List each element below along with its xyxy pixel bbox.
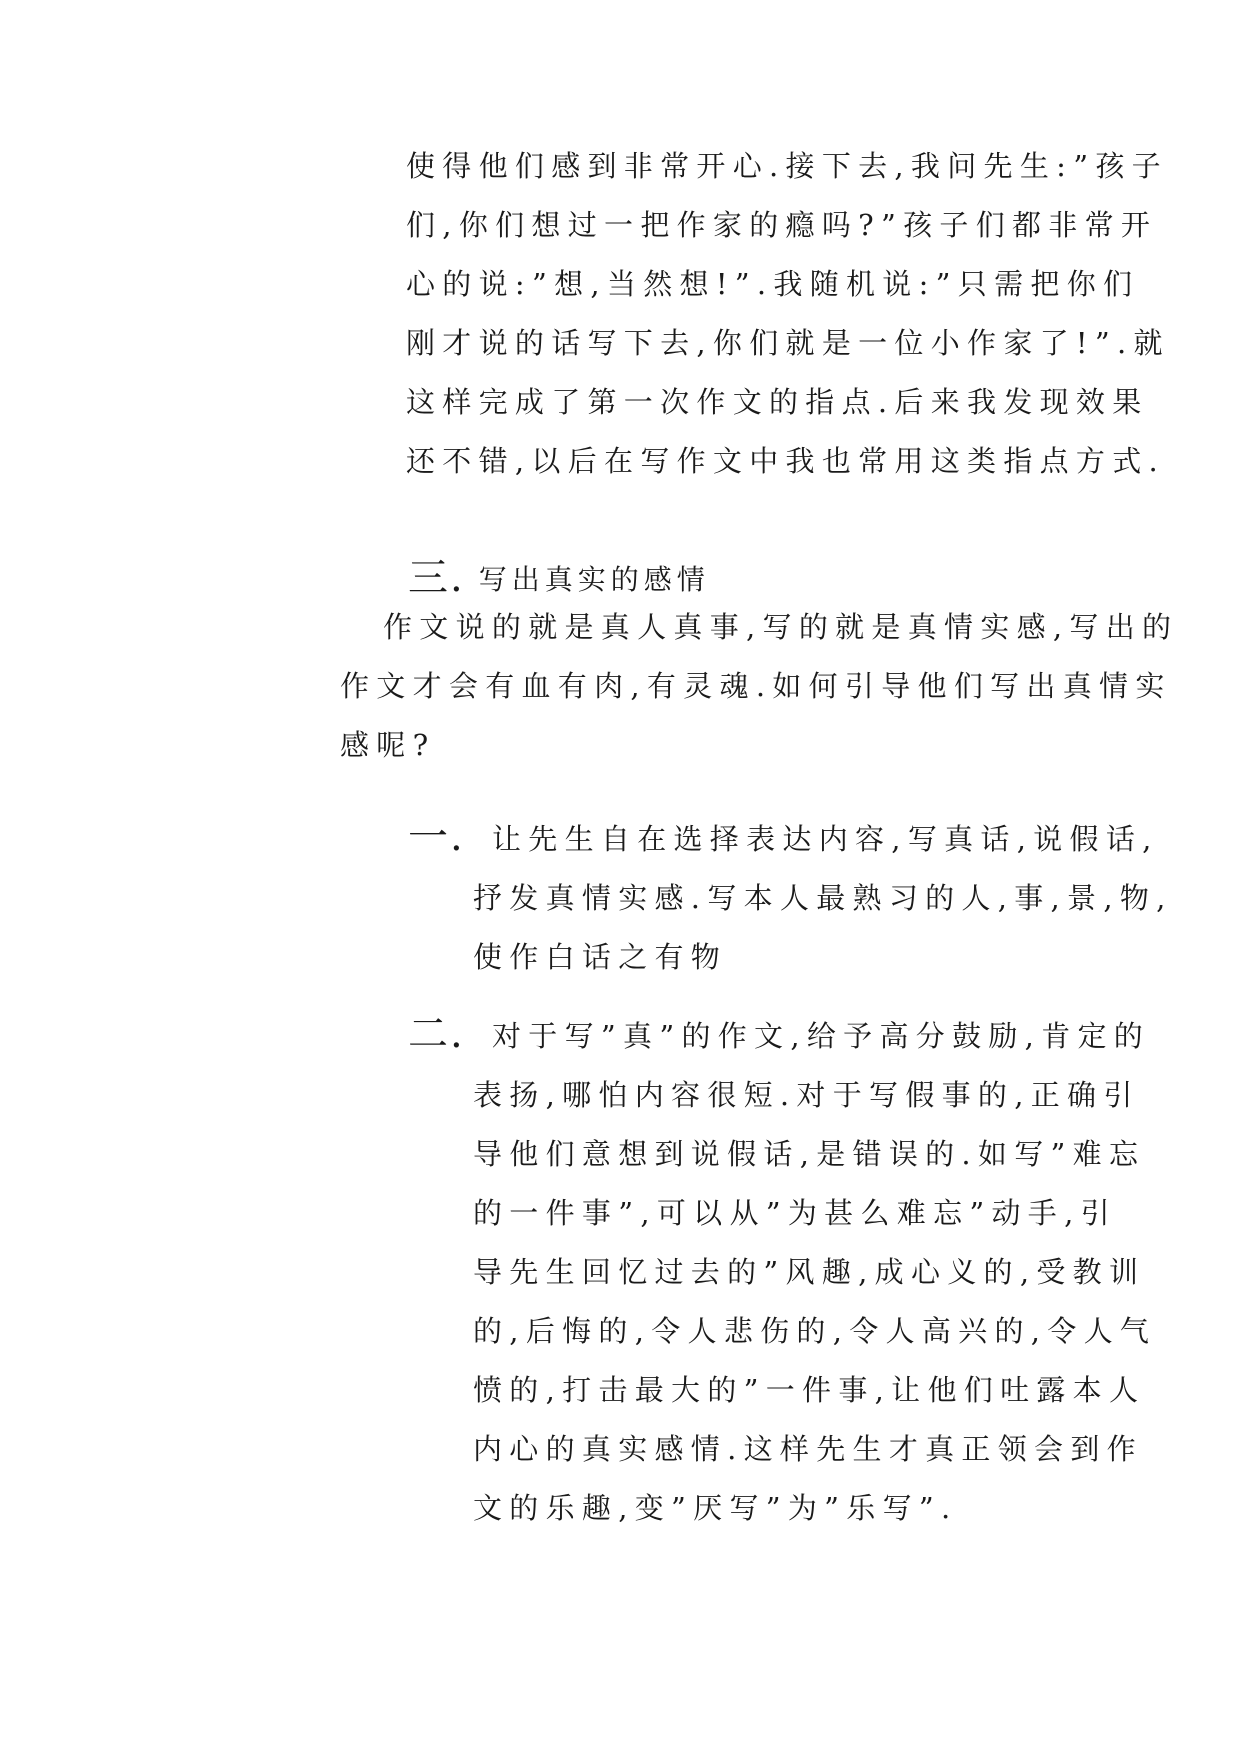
list-item-number: 一. [408,814,465,860]
section-title: 写出真实的感情 [478,563,710,596]
text-line: 表扬,哪怕内容很短.对于写假事的,正确引 [473,1078,1140,1112]
text-line: 刚才说的话写下去,你们就是一位小作家了!”.就 [406,326,1170,360]
text-line: 心的说:”想,当然想!”.我随机说:”只需把你们 [406,267,1140,301]
text-line: 作文才会有血有肉,有灵魂.如何引导他们写出真情实 [340,669,1172,703]
text-line: 导先生回忆过去的”风趣,成心义的,受教训 [473,1255,1146,1289]
section-number: 三. [408,555,465,601]
text-line: 感呢? [340,728,436,762]
text-line: 作文说的就是真人真事,写的就是真情实感,写出的 [383,610,1179,644]
text-line: 导他们意想到说假话,是错误的.如写”难忘 [473,1137,1146,1171]
text-line: 们,你们想过一把作家的瘾吗?”孩子们都非常开 [406,208,1158,242]
text-line: 抒发真情实感.写本人最熟习的人,事,景,物, [473,881,1173,915]
section-heading [408,556,710,608]
text-line: 愤的,打击最大的”一件事,让他们吐露本人 [473,1373,1146,1407]
text-line: 使得他们感到非常开心.接下去,我问先生:”孩子 [406,149,1168,183]
text-line: 对于写”真”的作文,给予高分鼓励,肯定的 [492,1019,1151,1053]
text-line: 使作白话之有物 [473,940,728,974]
text-line: 让先生自在选择表达内容,写真话,说假话, [492,822,1159,856]
text-line: 内心的真实感情.这样先生才真正领会到作 [473,1432,1143,1466]
text-line: 这样完成了第一次作文的指点.后来我发现效果 [406,385,1149,419]
text-line: 的,后悔的,令人悲伤的,令人高兴的,令人气 [473,1314,1157,1348]
text-line: 还不错,以后在写作文中我也常用这类指点方式. [406,444,1166,478]
list-item-number: 二. [408,1011,465,1057]
text-line: 的一件事”,可以从”为甚么难忘”动手,引 [473,1196,1117,1230]
text-line: 文的乐趣,变”厌写”为”乐写”. [473,1491,958,1525]
